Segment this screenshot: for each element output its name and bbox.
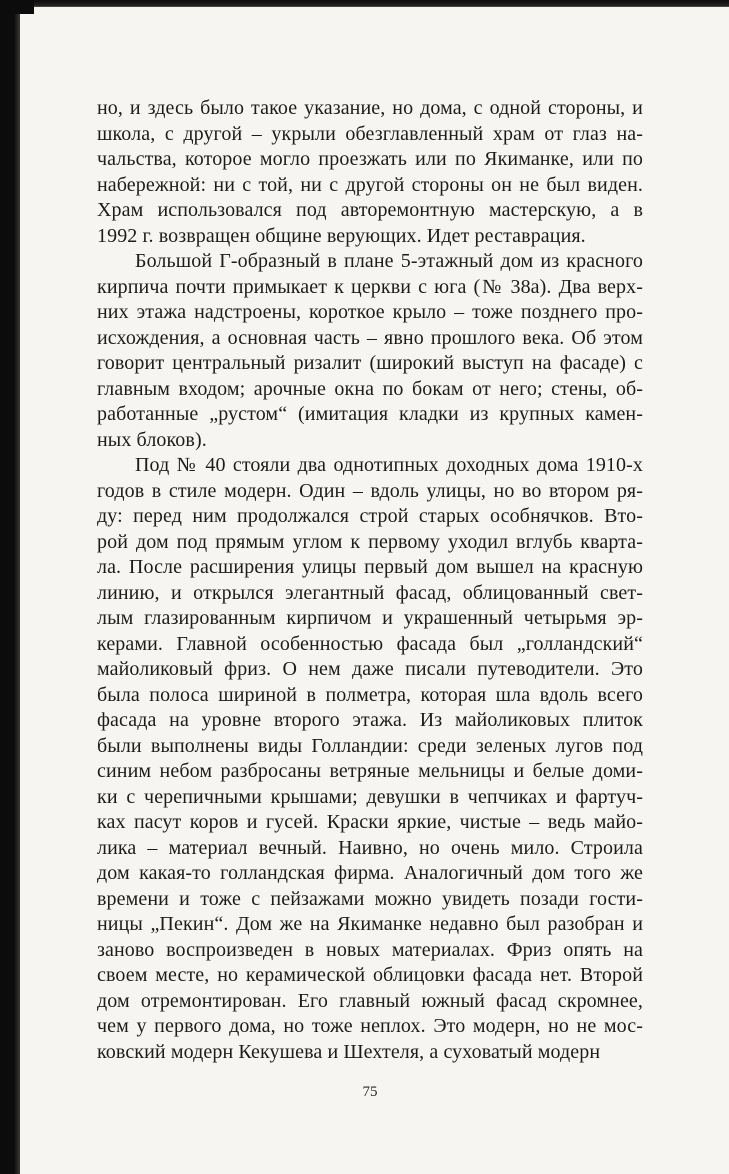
text-line: работанные „рустом“ (имитация кладки из крупных камен-: [97, 403, 643, 425]
scan-corner-edge: [0, 0, 34, 14]
text-line: ки с черепичными крышами; девушки в чепчиках и фартуч-: [97, 785, 643, 808]
text-line: чем у первого дома, но тоже неплох. Это модерн, но не мос-: [97, 1015, 643, 1037]
text-line: ковский модерн Кекушева и Шехтеля, а суховатый модерн: [97, 1040, 601, 1063]
text-line: ла. После расширения улицы первый дом вышел на красную: [97, 556, 643, 578]
scan-top-edge: [0, 0, 729, 7]
text-line: 1992 г. возвращен общине верующих. Идет реставрация.: [97, 224, 586, 247]
text-line: ных блоков).: [97, 428, 207, 451]
text-line: говорит центральный ризалит (широкий выступ на фасаде) с: [97, 352, 643, 374]
text-line: но, и здесь было такое указание, но дома, с одной стороны, и: [97, 97, 643, 119]
text-line: Большой Г-образный в плане 5-этажный дом из красного: [135, 250, 643, 272]
text-line: лым глазированным кирпичом и украшенный четырьмя эр-: [97, 607, 643, 629]
text-line: была полоса шириной в полметра, которая шла вдоль всего: [97, 683, 643, 706]
text-line: дом какая-то голландская фирма. Аналогичный дом того же: [97, 862, 643, 884]
text-line: кирпича почти примыкает к церкви с юга (№ 38а). Два верх-: [97, 275, 643, 298]
text-line: заново воспроизведен в новых материалах. Фриз опять на: [97, 938, 643, 961]
text-line: лика – материал вечный. Наивно, но очень мило. Строила: [97, 836, 643, 859]
text-line: рой дом под прямым углом к первому уходил вглубь кварта-: [97, 530, 643, 553]
text-line: Под № 40 стояли два однотипных доходных дома 1910-х: [135, 454, 643, 476]
text-line: ницы „Пекин“. Дом же на Якиманке недавно был разобран и: [97, 913, 643, 935]
scan-left-edge: [0, 0, 20, 1174]
text-line: керами. Главной особенностью фасада был „голландский“: [97, 632, 643, 655]
text-line: школа, с другой – укрыли обезглавленный храм от глаз на-: [97, 122, 643, 145]
text-line: главным входом; арочные окна по бокам от него; стены, об-: [97, 377, 643, 400]
page-number: 75: [362, 1084, 378, 1100]
text-line: чальства, которое могло проезжать или по Якиманке, или по: [97, 148, 643, 170]
text-line: дом отремонтирован. Его главный южный фасад скромнее,: [97, 989, 643, 1012]
text-line: ду: перед ним продолжался строй старых особнячков. Вто-: [97, 505, 643, 527]
text-line: времени и тоже с пейзажами можно увидеть позади гости-: [97, 887, 643, 910]
text-line: фасада на уровне второго этажа. Из майоликовых плиток: [97, 709, 643, 731]
text-line: годов в стиле модерн. Один – вдоль улицы, но во втором ря-: [97, 479, 643, 502]
text-line: исхождения, а основная часть – явно прошлого века. Об этом: [97, 326, 643, 349]
text-line: них этажа надстроены, короткое крыло – тоже позднего про-: [97, 301, 643, 323]
text-line: синим небом разбросаны ветряные мельницы и белые доми-: [97, 760, 643, 782]
text-line: своем месте, но керамической облицовки фасада нет. Второй: [97, 964, 643, 986]
text-line: Храм использовался под авторемонтную мастерскую, а в: [97, 199, 643, 221]
text-line: майоликовый фриз. О нем даже писали путеводители. Это: [97, 658, 643, 680]
body-text: [97, 96, 643, 1065]
text-line: линию, и открылся элегантный фасад, облицованный свет-: [97, 581, 643, 604]
text-line: были выполнены виды Голландии: среди зеленых лугов под: [97, 734, 643, 757]
text-line: набережной: ни с той, ни с другой стороны он не был виден.: [97, 173, 643, 196]
text-line: ках пасут коров и гусей. Краски яркие, чистые – ведь майо-: [97, 811, 643, 833]
